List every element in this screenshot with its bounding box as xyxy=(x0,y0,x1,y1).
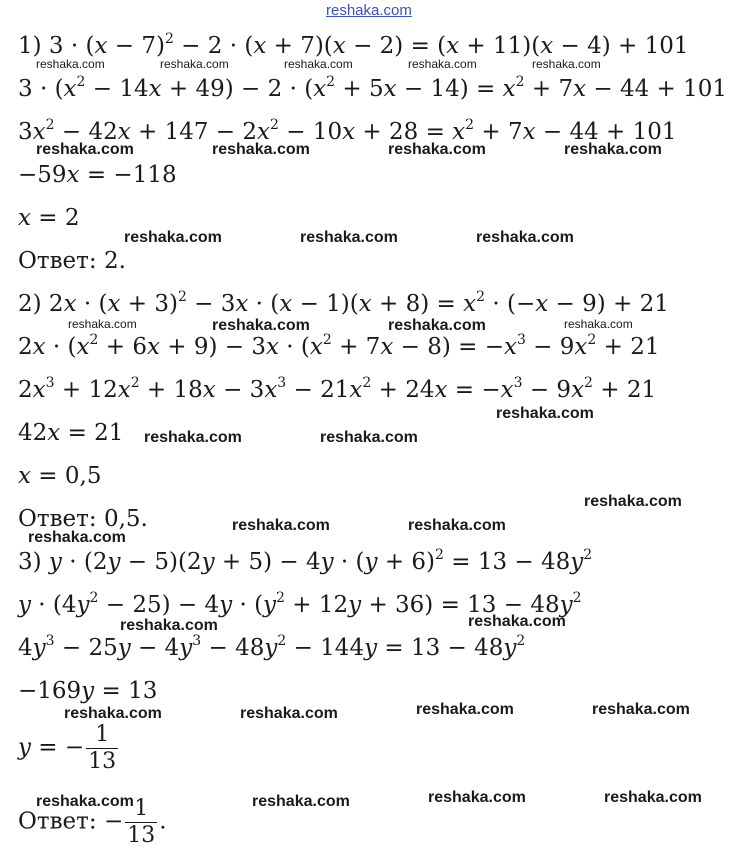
watermark: reshaka.com xyxy=(468,613,566,630)
watermark: reshaka.com xyxy=(604,789,702,806)
p3-line-5: y = − $\frac{1}{13}$ xyxy=(18,722,117,774)
watermark: reshaka.com xyxy=(532,57,601,71)
answer-label: Ответ: xyxy=(18,506,97,532)
p1-answer xyxy=(18,247,126,275)
watermark: reshaka.com xyxy=(144,429,242,446)
fraction-denominator: 13 xyxy=(88,749,117,774)
watermark: reshaka.com xyxy=(284,57,353,71)
answer-value: 2. xyxy=(103,248,126,274)
watermark: reshaka.com xyxy=(252,793,350,810)
watermark: reshaka.com xyxy=(160,57,229,71)
watermark: reshaka.com xyxy=(240,705,338,722)
p1-line-5: x = 2 xyxy=(18,205,80,231)
fraction-numerator: 1 xyxy=(95,722,110,747)
watermark: reshaka.com xyxy=(36,141,134,158)
watermark: reshaka.com xyxy=(388,141,486,158)
answer-label: Ответ: xyxy=(18,248,97,274)
watermark: reshaka.com xyxy=(564,317,633,331)
p3-line-1: 3) $y \cdot (2y - 5)(2y + 5) - 4y \cdot (y + 6)^2 = 13 - 48y^2$ xyxy=(18,547,593,575)
answer-value: 0,5. xyxy=(103,506,148,532)
watermark: reshaka.com xyxy=(476,229,574,246)
watermark: reshaka.com xyxy=(212,141,310,158)
p2-line-1: 2) $2x \cdot (x + 3)^2 - 3x \cdot (x - 1)(x + 8) = x^2 \cdot (-x - 9) + 21$ xyxy=(18,289,669,317)
watermark: reshaka.com xyxy=(68,317,137,331)
watermark: reshaka.com xyxy=(564,141,662,158)
watermark: reshaka.com xyxy=(120,617,218,634)
watermark: reshaka.com xyxy=(212,317,310,334)
p2-line-4: 42x = 21 xyxy=(18,420,124,446)
p2-line-3: $2x^3 + 12x^2 + 18x - 3x^3 - 21x^2 + 24x = -x^3 - 9x^2 + 21$ xyxy=(18,375,657,403)
p1-line-3: $3x^2 - 42x + 147 - 2x^2 - 10x + 28 = x^2 + 7x - 44 + 101$ xyxy=(18,117,677,145)
p3-line-2: $y \cdot (4y^2 - 25) - 4y \cdot (y^2 + 12y + 36) = 13 - 48y^2$ xyxy=(18,590,582,618)
p2-line-2: $2x \cdot (x^2 + 6x + 9) - 3x \cdot (x^2 + 7x - 8) = -x^3 - 9x^2 + 21$ xyxy=(18,332,660,360)
watermark: reshaka.com xyxy=(408,57,477,71)
watermark: reshaka.com xyxy=(300,229,398,246)
p2-line-5: x = 0,5 xyxy=(18,463,102,489)
watermark: reshaka.com xyxy=(320,429,418,446)
watermark: reshaka.com xyxy=(28,529,126,546)
fraction xyxy=(86,722,118,775)
answer-period: . xyxy=(159,808,167,835)
watermark: reshaka.com xyxy=(496,405,594,422)
answer-sign: − xyxy=(103,808,124,835)
answer-numerator: 1 xyxy=(134,796,149,821)
watermark: reshaka.com xyxy=(408,517,506,534)
p3-line-4: −169y = 13 xyxy=(18,678,158,704)
watermark: reshaka.com xyxy=(36,57,105,71)
p1-line-1: 1) $3 \cdot (x - 7)^2 - 2 \cdot (x + 7)(x - 2) = (x + 11)(x - 4) + 101$ xyxy=(18,31,689,59)
watermark-top: reshaka.com xyxy=(326,2,412,19)
p1-line-2: $3 \cdot (x^2 - 14x + 49) - 2 \cdot (x^2 + 5x - 14) = x^2 + 7x - 44 + 101$ xyxy=(18,74,728,102)
watermark: reshaka.com xyxy=(232,517,330,534)
watermark: reshaka.com xyxy=(584,493,682,510)
watermark: reshaka.com xyxy=(64,705,162,722)
watermark: reshaka.com xyxy=(428,789,526,806)
answer-denominator: 13 xyxy=(127,823,156,848)
frac-sign: − xyxy=(64,734,85,761)
watermark: reshaka.com xyxy=(124,229,222,246)
watermark: reshaka.com xyxy=(592,701,690,718)
watermark: reshaka.com xyxy=(388,317,486,334)
watermark: reshaka.com xyxy=(36,793,134,810)
watermark: reshaka.com xyxy=(416,701,514,718)
answer-label: Ответ: xyxy=(18,808,97,835)
p3-line-3: $4y^3 - 25y - 4y^3 - 48y^2 - 144y = 13 - 48y^2$ xyxy=(18,633,526,661)
p1-line-4: −59x = −118 xyxy=(18,162,177,188)
